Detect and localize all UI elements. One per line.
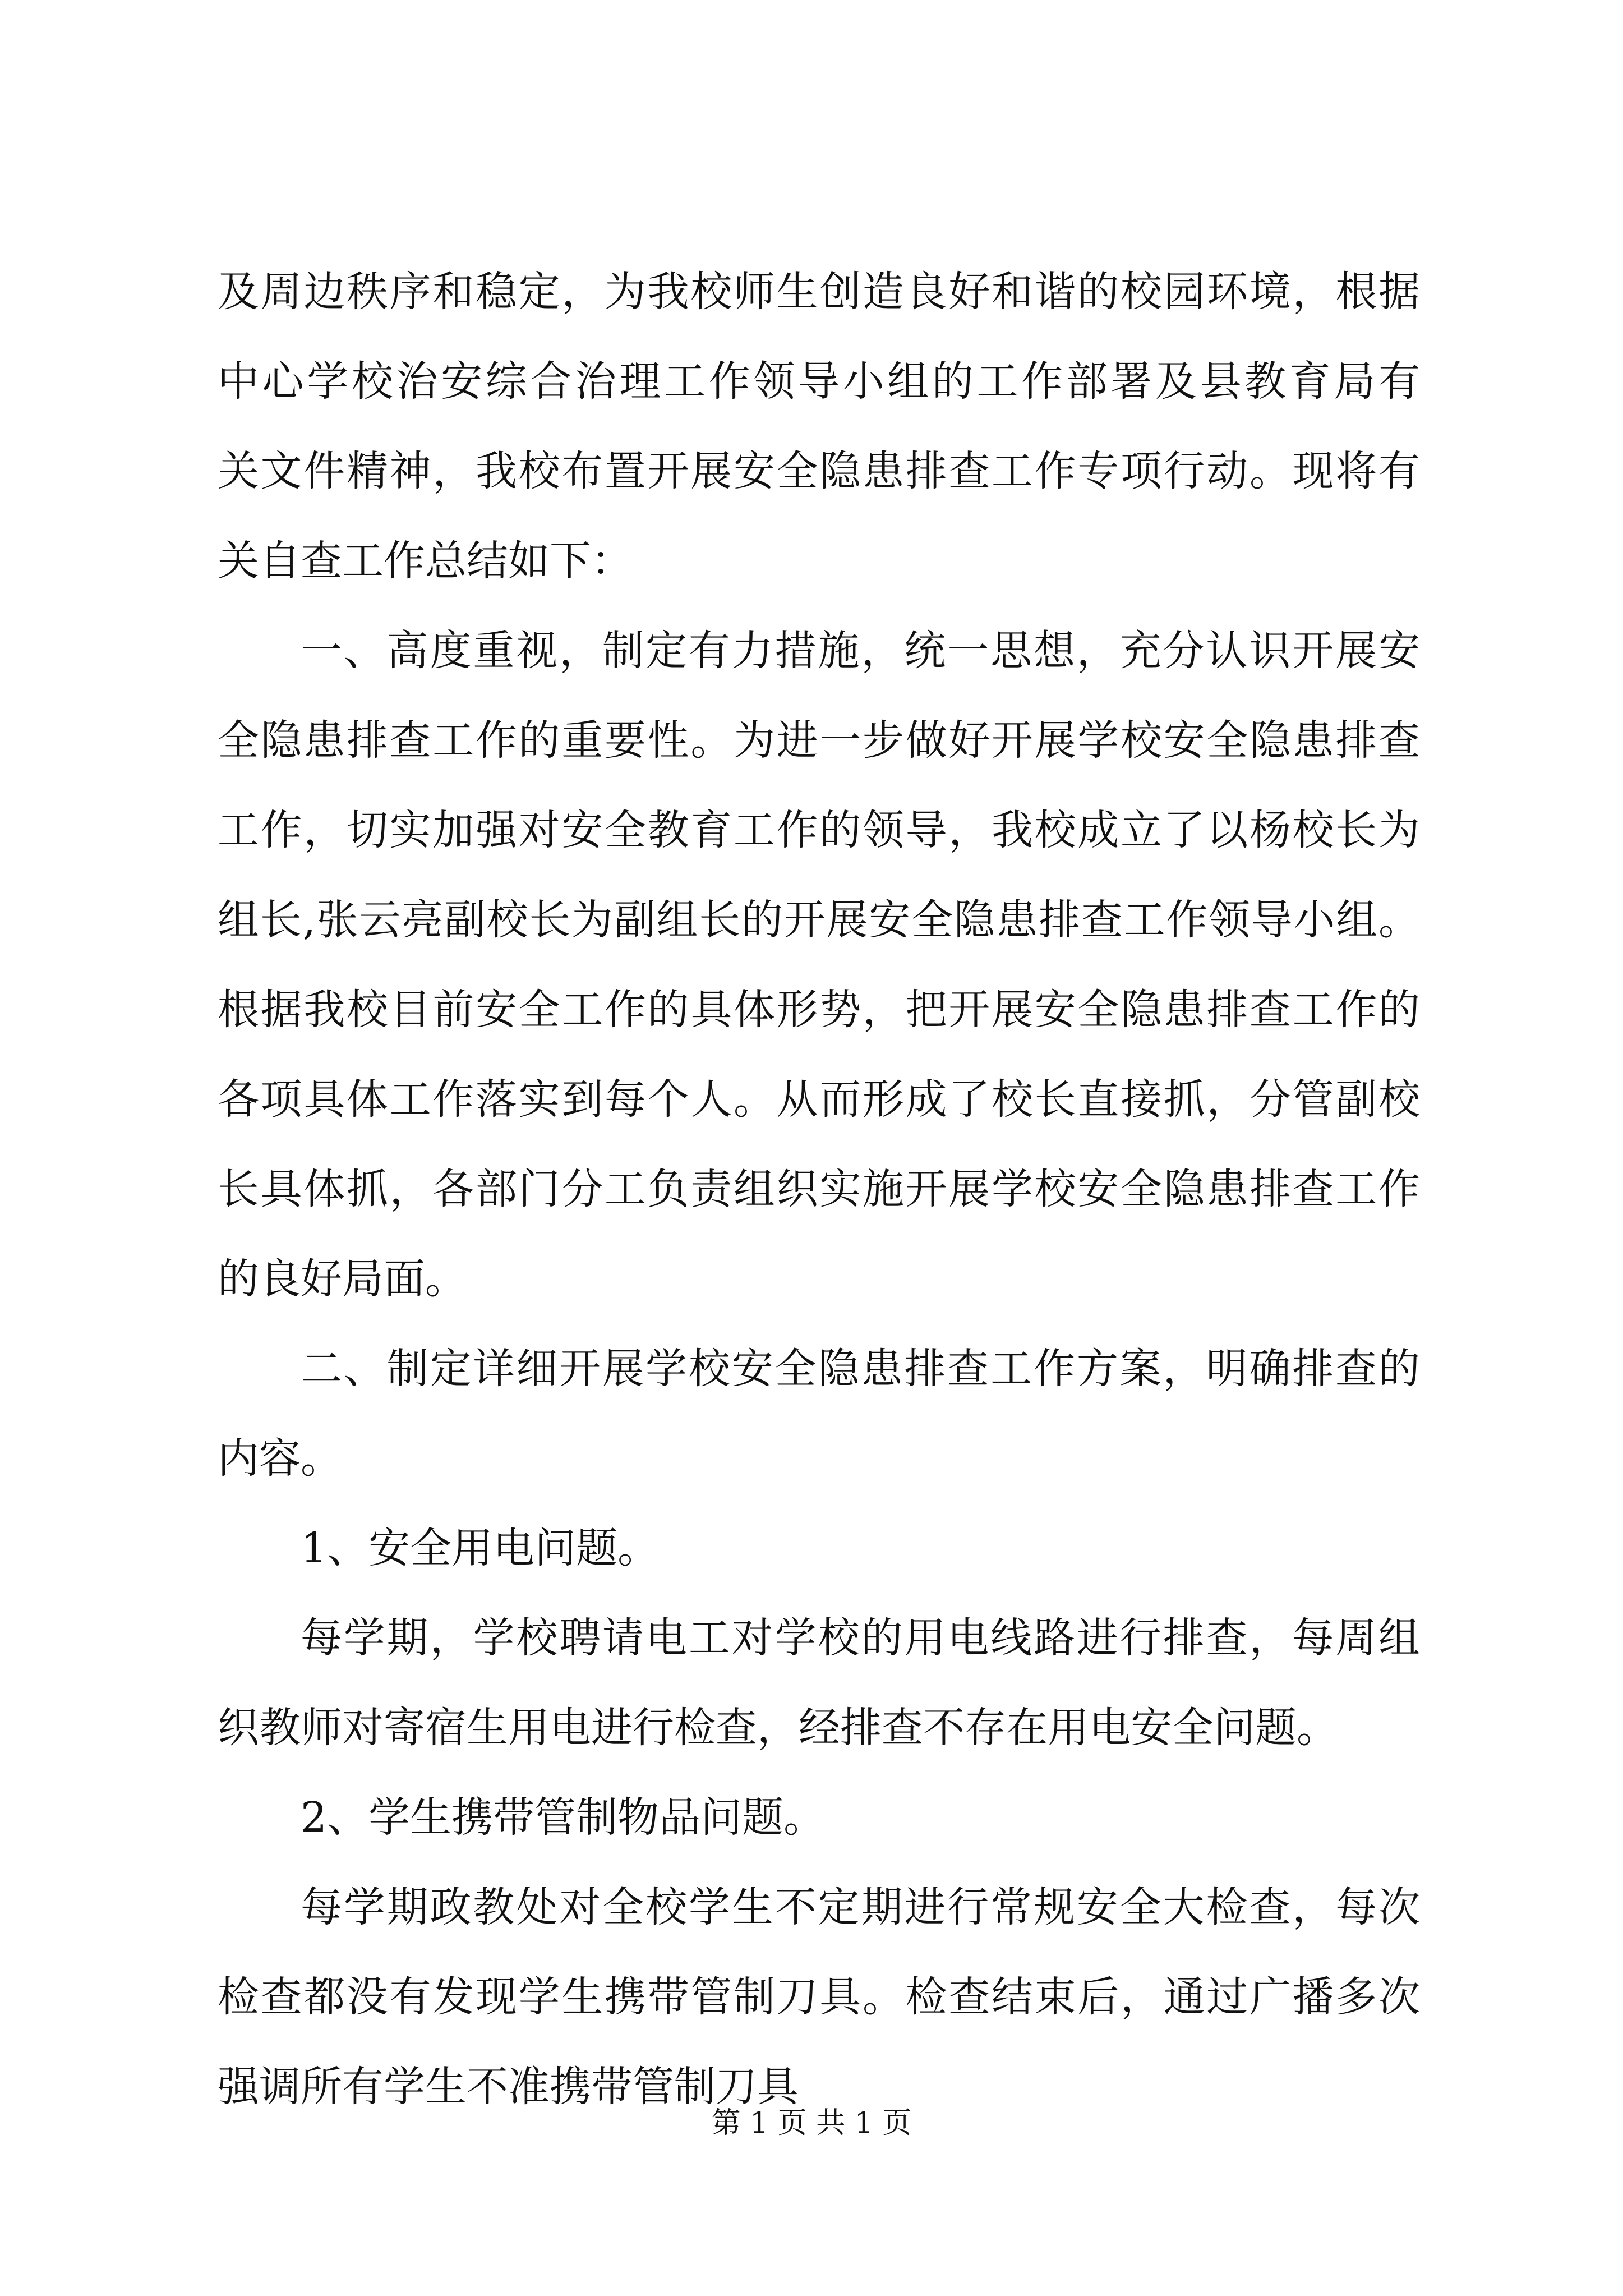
text-line-content: 检查都没有发现学生携带管制刀具。检查结束后，通过广播多次 <box>218 1973 1422 2021</box>
text-line-content: 内容。 <box>218 1434 342 1483</box>
text-line <box>0 247 1623 337</box>
text-line <box>0 426 1623 516</box>
text-line-content: 织教师对寄宿生用电进行检查，经排查不存在用电安全问题。 <box>218 1704 1338 1752</box>
text-line-content: 一、高度重视，制定有力措施，统一思想，充分认识开展安 <box>301 627 1422 675</box>
text-line-content: 根据我校目前安全工作的具体形势，把开展安全隐患排查工作的 <box>218 986 1422 1034</box>
text-line-content: 1、安全用电问题。 <box>301 1524 660 1572</box>
text-line-content: 2、学生携带管制物品问题。 <box>301 1793 826 1842</box>
page-footer: 第 1 页 共 1 页 <box>711 2106 912 2140</box>
text-line <box>0 1773 1623 1862</box>
text-line-content: 组长,张云亮副校长为副组长的开展安全隐患排查工作领导小组。 <box>218 896 1421 944</box>
text-line <box>0 696 1623 785</box>
text-line-content: 强调所有学生不准携带管制刀具 <box>218 2063 799 2111</box>
text-line <box>0 1683 1623 1773</box>
text-line <box>0 606 1623 696</box>
text-line-content: 工作，切实加强对安全教育工作的领导，我校成立了以杨校长为 <box>218 806 1422 854</box>
text-line <box>0 1234 1623 1324</box>
text-line <box>0 1055 1623 1144</box>
text-line <box>0 516 1623 606</box>
text-line <box>0 1862 1623 1952</box>
text-line <box>0 1324 1623 1414</box>
text-line-content: 关自查工作总结如下： <box>218 537 633 585</box>
text-line <box>0 1414 1623 1503</box>
text-line-content: 中心学校治安综合治理工作领导小组的工作部署及县教育局有 <box>218 357 1423 406</box>
text-line <box>0 337 1623 426</box>
text-line <box>0 785 1623 875</box>
text-line <box>0 965 1623 1055</box>
text-line-content: 的良好局面。 <box>218 1255 467 1303</box>
text-line-content: 每学期，学校聘请电工对学校的用电线路进行排查，每周组 <box>301 1614 1422 1662</box>
text-line <box>0 1144 1623 1234</box>
text-line-content: 全隐患排查工作的重要性。为进一步做好开展学校安全隐患排查 <box>218 716 1422 765</box>
text-line <box>0 1503 1623 1593</box>
text-line-content: 二、制定详细开展学校安全隐患排查工作方案，明确排查的 <box>301 1345 1422 1393</box>
text-line-content: 长具体抓，各部门分工负责组织实施开展学校安全隐患排查工作 <box>218 1165 1422 1213</box>
text-line-content: 及周边秩序和稳定，为我校师生创造良好和谐的校园环境，根据 <box>218 268 1422 316</box>
text-line-content: 各项具体工作落实到每个人。从而形成了校长直接抓，分管副校 <box>218 1075 1422 1124</box>
text-line-content: 关文件精神，我校布置开展安全隐患排查工作专项行动。现将有 <box>218 447 1422 495</box>
text-line-content: 每学期政教处对全校学生不定期进行常规安全大检查，每次 <box>301 1883 1422 1931</box>
text-line <box>0 1593 1623 1683</box>
text-line <box>0 1952 1623 2042</box>
text-line <box>0 875 1623 965</box>
